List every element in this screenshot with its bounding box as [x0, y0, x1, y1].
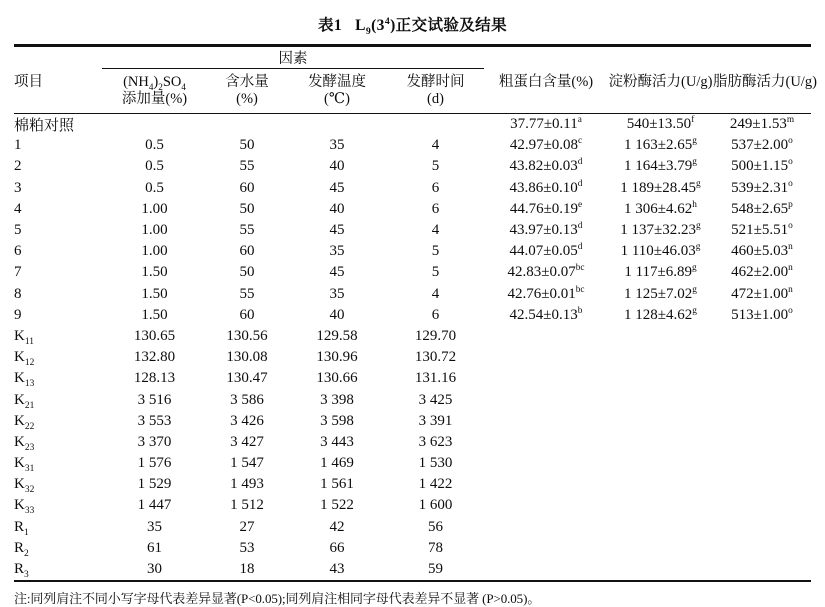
- row-item-label: $K_{32}$: [14, 476, 35, 496]
- header-factor-ammonium-sulfate: $(NH_4)_2SO_4$ 添加量(%): [121, 73, 188, 107]
- cell-crude-protein: [484, 347, 608, 368]
- cell-factor-4: 5: [431, 264, 440, 281]
- cell-factor-4: 4: [431, 137, 440, 154]
- table-footnote: 注:同列肩注不同小写字母代表差异显著(P<0.05);同列肩注相同字母代表差异不显著 (P>0.05)。: [14, 591, 541, 607]
- cell-factor-4: 3 425: [418, 391, 453, 408]
- cell-factor-4: 6: [431, 306, 440, 323]
- cell-amylase: 1 306±4.62$^h$: [624, 199, 697, 217]
- table-row: [14, 517, 811, 538]
- cell-factor-2: 50: [239, 264, 255, 281]
- cell-lipase: $462\pm 2.00^n$: [731, 263, 793, 281]
- table-caption: [14, 0, 811, 44]
- cell-factor-1: 1 529: [137, 476, 172, 493]
- cell-factor-2: 1 493: [230, 476, 264, 493]
- cell-factor-3: 129.58: [316, 327, 358, 344]
- cell-amylase: 1 110±46.03$^g$: [620, 242, 701, 260]
- cell-factor-1: 3 370: [137, 433, 172, 450]
- cell-factor-4: [387, 114, 484, 136]
- cell-crude-protein: 44.76±0.19$^e$: [509, 199, 583, 217]
- cell-factor-2: 55: [239, 285, 255, 302]
- row-item-label: 9: [14, 306, 22, 323]
- cell-factor-4: 78: [428, 539, 443, 556]
- cell-lipase: [713, 347, 811, 368]
- cell-factor-4: 6: [431, 200, 440, 217]
- cell-factor-3: 1 522: [320, 497, 354, 514]
- cell-amylase: [608, 326, 713, 347]
- cell-lipase: [713, 432, 811, 453]
- cell-lipase: [713, 326, 811, 347]
- row-item-label: 4: [14, 200, 22, 217]
- cell-lipase: [713, 368, 811, 389]
- cell-factor-4: 59: [428, 561, 443, 578]
- row-item-label: 7: [14, 264, 22, 281]
- cell-crude-protein: [484, 326, 608, 347]
- cell-factor-4: 5: [431, 158, 440, 175]
- row-item-label: $K_{11}$: [14, 327, 34, 347]
- cell-crude-protein: 44.07±0.05$^d$: [509, 242, 583, 260]
- table-row: [14, 495, 811, 516]
- cell-lipase: [713, 517, 811, 538]
- cell-factor-2: 55: [239, 158, 255, 175]
- cell-factor-4: 1 600: [418, 497, 453, 514]
- cell-factor-1: 0.5: [145, 179, 164, 196]
- cell-crude-protein: 37.77±0.11$^a$: [510, 115, 582, 133]
- cell-crude-protein: 43.82±0.03$^d$: [509, 157, 583, 175]
- table-row: [14, 368, 811, 389]
- cell-factor-1: 1.00: [141, 243, 168, 260]
- cell-factor-2: 60: [239, 243, 255, 260]
- cell-amylase: 540±13.50$^f$: [626, 115, 695, 133]
- cell-factor-3: 45: [329, 179, 345, 196]
- cell-factor-1: 1.50: [141, 264, 168, 281]
- orthogonal-experiment-table: [14, 44, 817, 582]
- cell-factor-3: 3 443: [320, 433, 354, 450]
- cell-crude-protein: [484, 368, 608, 389]
- header-amylase-activity: 淀粉酶活力(U/g): [608, 73, 713, 90]
- row-item-label: $R_3$: [14, 561, 29, 581]
- cell-lipase: $249\pm 1.53^m$: [729, 115, 795, 133]
- table-row: [14, 262, 811, 283]
- table-row: [14, 284, 811, 305]
- cell-lipase: $548\pm 2.65^p$: [731, 199, 793, 217]
- cell-amylase: 1 163±2.65$^g$: [624, 136, 697, 154]
- cell-factor-2: 3 426: [230, 412, 264, 429]
- table-row: [14, 411, 811, 432]
- cell-factor-2: 18: [239, 561, 255, 578]
- header-item: 项目: [14, 73, 43, 90]
- cell-factor-3: [287, 114, 387, 136]
- cell-factor-3: 35: [329, 285, 345, 302]
- cell-factor-1: 1 447: [137, 497, 172, 514]
- cell-factor-1: 61: [147, 539, 162, 556]
- cell-factor-3: 40: [329, 200, 345, 217]
- cell-factor-3: 40: [329, 158, 345, 175]
- header-factor-time: 发酵时间 (d): [406, 73, 465, 107]
- cell-factor-3: 35: [329, 243, 345, 260]
- cell-crude-protein: [484, 432, 608, 453]
- cell-factor-3: 45: [329, 222, 345, 239]
- table-row: [14, 474, 811, 495]
- cell-factor-2: 27: [239, 518, 255, 535]
- header-lipase-activity: 脂肪酶活力(U/g): [713, 73, 817, 90]
- cell-factor-2: 50: [239, 137, 255, 154]
- cell-crude-protein: [484, 538, 608, 559]
- cell-factor-4: 3 391: [418, 412, 453, 429]
- cell-factor-1: 0.5: [145, 137, 164, 154]
- cell-factor-4: 1 530: [418, 455, 453, 472]
- cell-factor-3: 1 469: [320, 455, 354, 472]
- cell-lipase: [713, 389, 811, 410]
- row-item-label: $R_1$: [14, 518, 29, 538]
- table-row: [14, 538, 811, 559]
- row-item-label: 6: [14, 243, 22, 260]
- cell-amylase: [608, 453, 713, 474]
- cell-factor-2: 50: [239, 200, 255, 217]
- cell-lipase: $460\pm 5.03^n$: [731, 242, 793, 260]
- cell-factor-4: 129.70: [414, 327, 457, 344]
- cell-factor-2: 53: [239, 539, 255, 556]
- cell-amylase: [608, 389, 713, 410]
- row-item-label: $K_{33}$: [14, 497, 35, 517]
- table-row: [14, 326, 811, 347]
- row-item-label: 8: [14, 285, 22, 302]
- row-item-label: $K_{12}$: [14, 349, 35, 369]
- row-item-label: 1: [14, 137, 22, 154]
- cell-lipase: $521\pm 5.51^o$: [731, 221, 793, 239]
- cell-lipase: [713, 474, 811, 495]
- row-item-label: $K_{22}$: [14, 412, 35, 432]
- cell-factor-2: 3 427: [230, 433, 264, 450]
- cell-factor-2: 1 547: [230, 455, 264, 472]
- table-row: [14, 156, 811, 177]
- table-row: [14, 114, 811, 136]
- row-item-label: 2: [14, 158, 22, 175]
- table-row: [14, 347, 811, 368]
- cell-factor-2: 3 586: [230, 391, 264, 408]
- cell-factor-4: 5: [431, 243, 440, 260]
- row-item-label: 3: [14, 179, 22, 196]
- cell-crude-protein: 42.97±0.08$^c$: [509, 136, 583, 154]
- cell-factor-1: 1.50: [141, 285, 168, 302]
- cell-factor-3: 1 561: [320, 476, 354, 493]
- cell-factor-1: 0.5: [145, 158, 164, 175]
- cell-crude-protein: [484, 411, 608, 432]
- table-row: [14, 178, 811, 199]
- table-row: [14, 220, 811, 241]
- cell-factor-1: 3 553: [137, 412, 172, 429]
- cell-crude-protein: 42.76±0.01$^{bc}$: [507, 284, 585, 302]
- cell-amylase: [608, 517, 713, 538]
- cell-factor-1: 35: [147, 518, 162, 535]
- cell-factor-1: 128.13: [133, 370, 176, 387]
- cell-amylase: [608, 538, 713, 559]
- header-factor-group: 因素: [102, 46, 484, 69]
- cell-amylase: [608, 368, 713, 389]
- cell-crude-protein: [484, 495, 608, 516]
- cell-crude-protein: [484, 389, 608, 410]
- cell-factor-1: 132.80: [133, 349, 176, 366]
- cell-lipase: $537\pm 2.00^o$: [731, 136, 793, 154]
- cell-amylase: [608, 347, 713, 368]
- cell-amylase: 1 117±6.89$^g$: [624, 263, 697, 281]
- row-item-label: 棉粕对照: [14, 118, 75, 135]
- caption-label: 表1: [318, 17, 343, 34]
- row-item-label: $K_{23}$: [14, 433, 35, 453]
- cell-factor-4: 56: [428, 518, 443, 535]
- caption-title: $L_9(3^4)$正交试验及结果: [355, 15, 507, 38]
- cell-amylase: [608, 474, 713, 495]
- table-row: [14, 453, 811, 474]
- cell-factor-3: 3 598: [320, 412, 354, 429]
- cell-amylase: [608, 495, 713, 516]
- cell-lipase: [713, 559, 811, 580]
- cell-factor-2: 130.56: [226, 327, 268, 344]
- cell-lipase: [713, 538, 811, 559]
- cell-factor-1: 1.00: [141, 222, 168, 239]
- table-row: [14, 241, 811, 262]
- cell-amylase: 1 164±3.79$^g$: [624, 157, 697, 175]
- row-item-label: $R_2$: [14, 539, 29, 559]
- cell-factor-4: 3 623: [418, 433, 453, 450]
- cell-crude-protein: [484, 517, 608, 538]
- cell-factor-2: 130.08: [226, 349, 268, 366]
- cell-factor-4: 1 422: [418, 476, 453, 493]
- cell-factor-3: 43: [329, 561, 345, 578]
- cell-lipase: $500\pm 1.15^o$: [731, 157, 793, 175]
- header-factor-moisture: 含水量 (%): [225, 73, 269, 107]
- cell-lipase: [713, 495, 811, 516]
- table-row: [14, 389, 811, 410]
- cell-amylase: 1 137±32.23$^g$: [620, 221, 701, 239]
- cell-factor-2: 130.47: [226, 370, 268, 387]
- cell-lipase: [713, 411, 811, 432]
- cell-lipase: $472\pm 1.00^n$: [731, 284, 793, 302]
- table-row: [14, 305, 811, 326]
- cell-factor-2: 55: [239, 222, 255, 239]
- cell-amylase: [608, 432, 713, 453]
- table-row: [14, 199, 811, 220]
- rule-bottom: [14, 580, 811, 581]
- cell-factor-1: [102, 114, 207, 136]
- cell-amylase: 1 128±4.62$^g$: [624, 305, 697, 323]
- cell-factor-1: 1 576: [137, 455, 172, 472]
- cell-crude-protein: 42.54±0.13$^b$: [509, 305, 583, 323]
- row-item-label: 5: [14, 222, 22, 239]
- cell-factor-1: 30: [147, 561, 162, 578]
- cell-factor-1: 1.00: [141, 200, 168, 217]
- table-row: [14, 432, 811, 453]
- cell-factor-2: 60: [239, 306, 255, 323]
- cell-lipase: $539\pm 2.31^o$: [731, 178, 793, 196]
- header-crude-protein: 粗蛋白含量(%): [498, 73, 594, 90]
- cell-crude-protein: [484, 559, 608, 580]
- cell-factor-4: 4: [431, 285, 440, 302]
- cell-factor-2: [207, 114, 287, 136]
- cell-factor-1: 130.65: [133, 327, 176, 344]
- row-item-label: $K_{13}$: [14, 370, 35, 390]
- cell-factor-4: 6: [431, 179, 440, 196]
- cell-factor-2: 1 512: [230, 497, 264, 514]
- cell-factor-3: 35: [329, 137, 345, 154]
- cell-crude-protein: 43.97±0.13$^d$: [509, 221, 583, 239]
- cell-factor-4: 4: [431, 222, 440, 239]
- cell-factor-3: 45: [329, 264, 345, 281]
- cell-lipase: [713, 453, 811, 474]
- table-row: [14, 559, 811, 580]
- cell-amylase: [608, 559, 713, 580]
- cell-crude-protein: 42.83±0.07$^{bc}$: [507, 263, 585, 281]
- cell-crude-protein: 43.86±0.10$^d$: [509, 178, 583, 196]
- cell-factor-4: 130.72: [414, 349, 457, 366]
- header-factor-temperature: 发酵温度 (℃): [308, 73, 366, 107]
- cell-lipase: $513\pm 1.00^o$: [731, 305, 793, 323]
- cell-crude-protein: [484, 474, 608, 495]
- row-item-label: $K_{31}$: [14, 455, 35, 475]
- cell-amylase: 1 189±28.45$^g$: [620, 178, 701, 196]
- row-item-label: $K_{21}$: [14, 391, 35, 411]
- cell-crude-protein: [484, 453, 608, 474]
- cell-factor-3: 3 398: [320, 391, 354, 408]
- cell-factor-3: 40: [329, 306, 345, 323]
- cell-factor-3: 66: [329, 539, 345, 556]
- cell-factor-1: 3 516: [137, 391, 172, 408]
- cell-factor-3: 42: [329, 518, 345, 535]
- cell-amylase: [608, 411, 713, 432]
- table-row: [14, 135, 811, 156]
- cell-factor-1: 1.50: [141, 306, 168, 323]
- header-group-row: [14, 46, 811, 69]
- cell-factor-4: 131.16: [414, 370, 457, 387]
- cell-factor-3: 130.66: [316, 370, 358, 387]
- cell-factor-3: 130.96: [316, 349, 358, 366]
- cell-factor-2: 60: [239, 179, 255, 196]
- cell-amylase: 1 125±7.02$^g$: [624, 284, 697, 302]
